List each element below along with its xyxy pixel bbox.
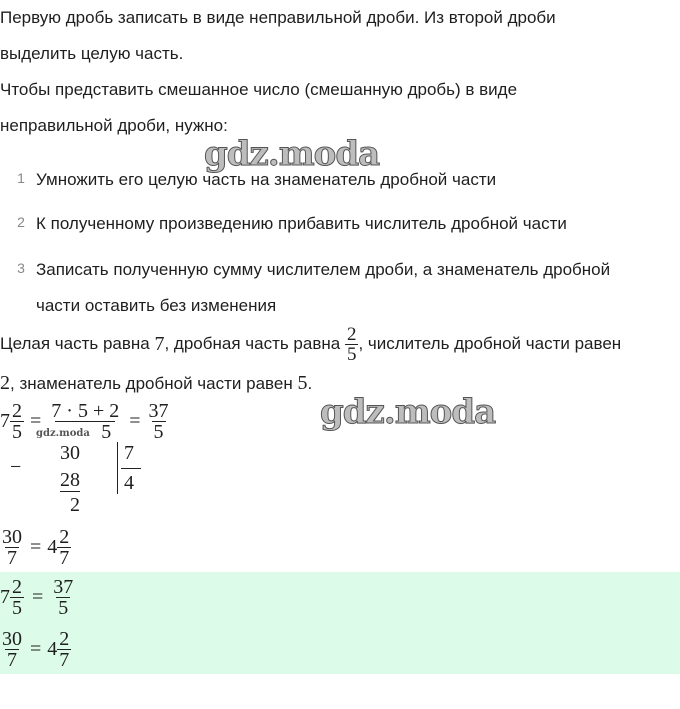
explanation-text: , числитель дробной части равен: [358, 334, 622, 353]
fraction-numerator: 2: [59, 627, 70, 650]
fraction-numerator: 2: [346, 323, 357, 345]
math-denominator: 5: [297, 372, 308, 394]
answer-line-1: [0, 574, 75, 620]
explanation-line-2: [0, 372, 312, 395]
equals-sign: =: [32, 585, 44, 608]
paragraph-line: Чтобы представить смешанное число (смешанную дробь) в виде: [0, 80, 518, 99]
fraction-denominator: 5: [58, 596, 69, 619]
fraction-denominator: 5: [153, 420, 164, 443]
fraction-denominator: 7: [59, 546, 70, 569]
fraction-denominator: 7: [7, 648, 17, 671]
step-text: Умножить его целую часть на знаменатель дробной части: [36, 170, 497, 189]
math-fraction: [10, 577, 24, 618]
math-fraction: [51, 577, 75, 618]
fraction-numerator: 2: [12, 399, 22, 422]
step-number: 3: [17, 260, 25, 276]
paragraph-line: Первую дробь записать в виде неправильной дроби. Из второй дроби: [0, 8, 556, 27]
division-dividend: 30: [60, 442, 80, 464]
step-text: Записать полученную сумму числителем дроби, а знаменатель дробной: [36, 260, 611, 279]
math-whole: 7: [0, 585, 10, 608]
math-whole: 7: [154, 332, 165, 355]
fraction-numerator: 2: [59, 525, 70, 548]
math-fraction: [0, 629, 24, 670]
equals-sign: =: [129, 409, 141, 432]
fraction-denominator: 7: [59, 648, 70, 671]
fraction-numerator: 30: [2, 525, 22, 548]
fraction-denominator: 5: [55, 421, 115, 442]
calc-improper-to-mixed: [0, 524, 71, 570]
fraction-denominator: 7: [7, 546, 17, 569]
step-number: 1: [17, 170, 25, 186]
explanation-text: Целая часть равна: [0, 334, 150, 353]
explanation-line-1: [0, 320, 621, 368]
math-fraction: [345, 325, 359, 364]
division-remainder: 2: [70, 494, 80, 516]
fraction-numerator: 30: [2, 627, 22, 650]
fraction-denominator: 5: [12, 596, 22, 619]
step-number: 2: [17, 214, 25, 230]
fraction-numerator: 37: [148, 399, 169, 422]
answer-box: [0, 572, 680, 674]
explanation-text: , знаменатель дробной части равен: [10, 374, 293, 393]
math-whole: 7: [0, 409, 10, 432]
step-text: части оставить без изменения: [36, 296, 277, 315]
paragraph-line: выделить целую часть.: [0, 44, 184, 63]
explanation-text: .: [307, 374, 313, 393]
math-fraction: [57, 629, 71, 670]
answer-line-2: [0, 626, 71, 672]
equals-sign: =: [30, 637, 42, 660]
watermark-logo-small: gdz.moda: [36, 428, 90, 439]
math-fraction: [57, 527, 71, 568]
math-numerator: 2: [0, 372, 10, 394]
long-division: [0, 440, 160, 520]
fraction-denominator: 5: [12, 420, 22, 443]
division-bar: [117, 442, 118, 494]
fraction-denominator: 5: [346, 343, 357, 365]
explanation-text: , дробная часть равна: [164, 334, 341, 353]
fraction-numerator: 7 · 5 + 2: [51, 399, 120, 422]
paragraph-line: неправильной дроби, нужно:: [0, 116, 228, 135]
fraction-numerator: 2: [12, 575, 22, 598]
step-text: К полученному произведению прибавить числитель дробной части: [36, 214, 567, 233]
math-fraction: [0, 527, 24, 568]
math-whole: 4: [47, 637, 58, 660]
division-subtrahend: 28: [60, 469, 80, 491]
equals-sign: =: [30, 409, 42, 432]
minus-sign: −: [10, 456, 22, 478]
division-divisor: 7: [124, 442, 134, 464]
fraction-numerator: 37: [53, 575, 74, 598]
watermark-logo: gdz.moda: [204, 134, 380, 174]
division-line: [121, 468, 141, 469]
math-fraction: [147, 401, 171, 442]
math-fraction: [10, 401, 24, 442]
division-quotient: 4: [124, 472, 134, 494]
equals-sign: =: [30, 535, 42, 558]
math-whole: 4: [47, 535, 58, 558]
watermark-logo: gdz.moda: [320, 392, 496, 432]
